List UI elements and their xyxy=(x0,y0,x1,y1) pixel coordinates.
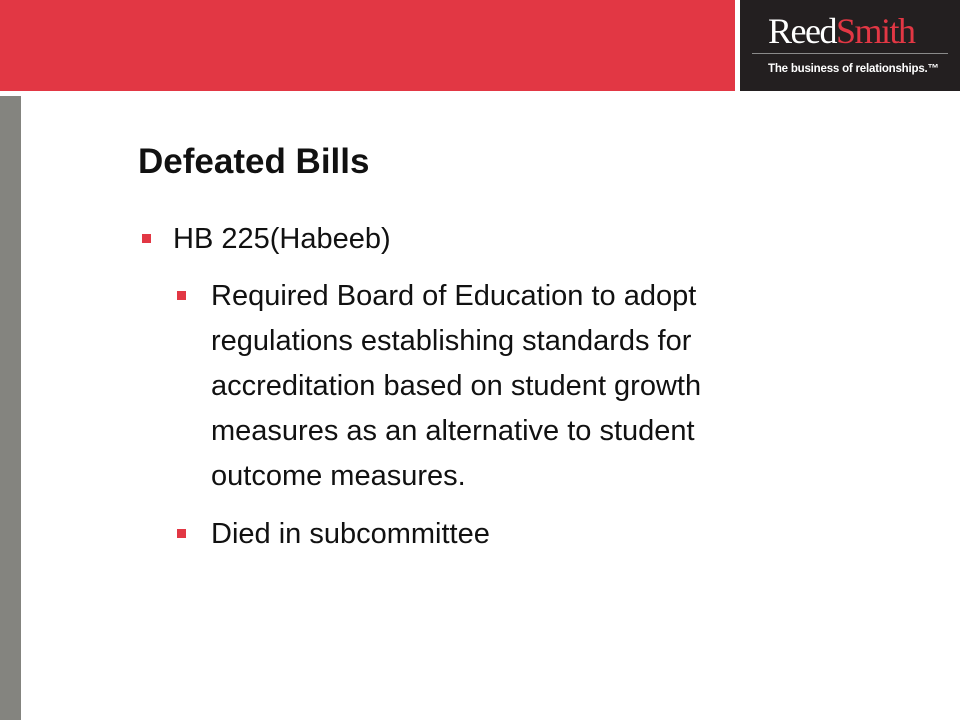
logo-divider xyxy=(752,53,948,54)
reedsmith-logo xyxy=(740,0,960,91)
slide-title: Defeated Bills xyxy=(138,142,370,181)
logo-wordmark xyxy=(768,13,915,49)
left-accent-bar xyxy=(0,96,21,720)
description-line: accreditation based on student growth xyxy=(211,370,702,402)
description-line: Required Board of Education to adopt xyxy=(211,280,697,312)
bill-status: Died in subcommittee xyxy=(211,518,490,550)
header-red-band xyxy=(0,0,735,91)
logo-name-smith: Smith xyxy=(835,11,915,51)
logo-tagline: The business of relationships.™ xyxy=(768,63,939,75)
bill-label: HB 225(Habeeb) xyxy=(173,223,391,255)
bill-description xyxy=(211,274,701,499)
square-bullet-icon xyxy=(142,234,151,243)
square-bullet-icon xyxy=(177,291,186,300)
description-line: outcome measures. xyxy=(211,460,466,492)
bullet-bill-status xyxy=(177,512,490,557)
bullet-bill xyxy=(142,219,391,259)
description-line: regulations establishing standards for xyxy=(211,325,692,357)
bullet-bill-description xyxy=(177,274,701,499)
logo-name-reed: Reed xyxy=(768,11,836,51)
square-bullet-icon xyxy=(177,529,186,538)
description-line: measures as an alternative to student xyxy=(211,415,695,447)
